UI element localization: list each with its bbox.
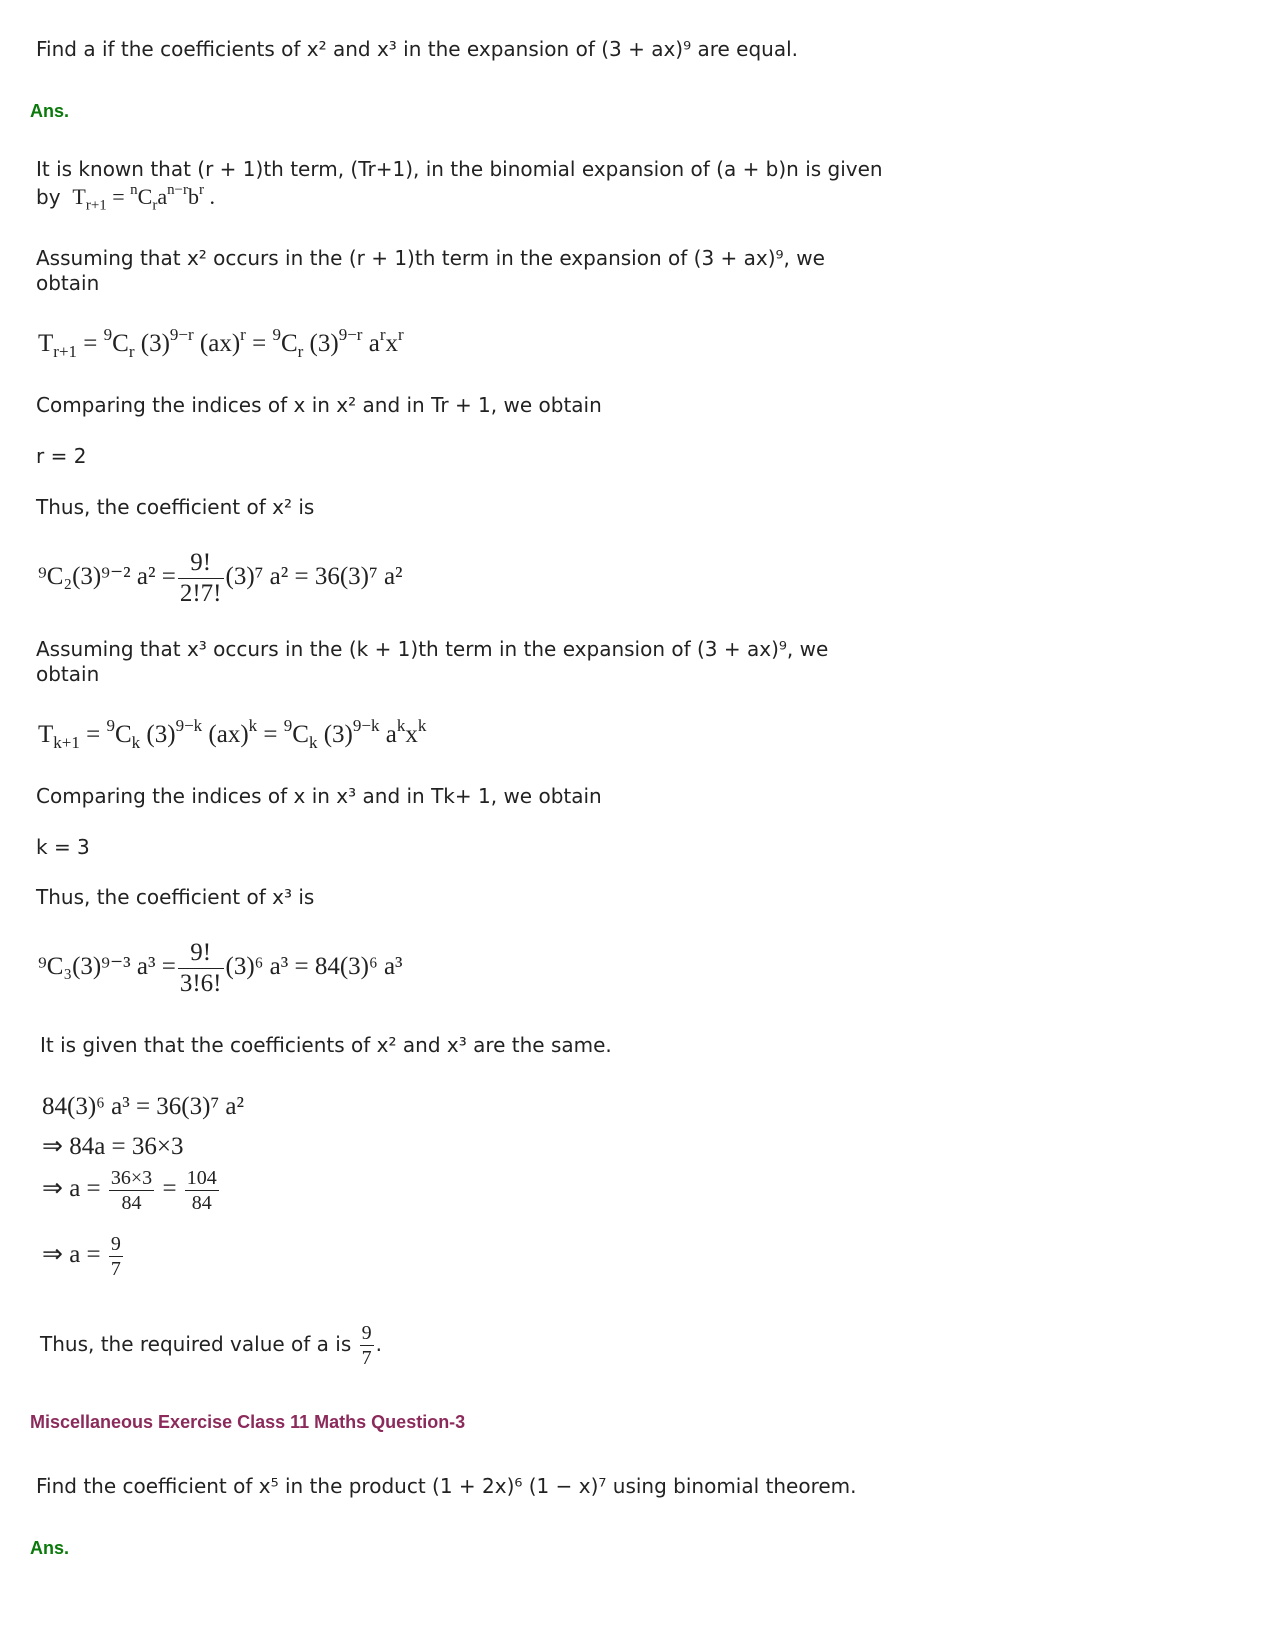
equation-solve-step-3: ⇒ a = $\frac{36\times 3}{84}$ = $\frac{104}{84}$ (42, 1167, 217, 1214)
paragraph-assume-x3: Assuming that x³ occurs in the (k + 1)th term in the expansion of (3 + ax)⁹, we obtain (36, 637, 829, 686)
paragraph-coefficient-x2: Thus, the coefficient of x² is (36, 495, 315, 519)
paragraph-compare-indices-k: Comparing the indices of x in x³ and in Tk+ 1, we obtain (36, 784, 602, 808)
k-value: k = 3 (36, 835, 90, 859)
heading-question-3: Miscellaneous Exercise Class 11 Maths Question-3 (30, 1412, 466, 1432)
question-1-text: Find a if the coefficients of x² and x³ in the expansion of (3 + ax)⁹ are equal. (36, 37, 799, 61)
equation-solve-step-1: 84(3)⁶ a³ = 36(3)⁷ a² (42, 1093, 245, 1120)
equation-solve-step-2: ⇒ 84a = 36×3 (42, 1133, 184, 1160)
equation-general-term-r: $T_{r+1} = ^9C_r$ $(3)^{9-r}$ $(ax)^r = ^9C_r$ $(3)^{9-r}$ $a^rx^r$ (38, 324, 404, 361)
paragraph-compare-indices-r: Comparing the indices of x in x² and in Tr + 1, we obtain (36, 393, 602, 417)
answer-label: Ans. (30, 101, 70, 121)
equation-solve-step-4: ⇒ a = $\frac{9}{7}$ (42, 1233, 121, 1280)
r-value: r = 2 (36, 444, 87, 468)
equation-coefficient-x3: ⁹C₃(3)⁹⁻³ a³ = $\frac{9!}{3!6!}$ (3)⁶ a³ = 84(3)⁶ a³ (38, 939, 403, 997)
paragraph-assume-x2: Assuming that x² occurs in the (r + 1)th term in the expansion of (3 + ax)⁹, we obtain (36, 246, 825, 295)
equation-general-term-k: $T_{k+1} = ^9C_k$ $(3)^{9-k}$ $(ax)^k = ^9C_k$ $(3)^{9-k}$ $a^kx^k$ (38, 715, 427, 752)
answer-label-q3: Ans. (30, 1538, 70, 1558)
paragraph-binomial-term: It is known that (r + 1)th term, (Tr+1), in the binomial expansion of (a + b)n is given by $T_{r+1} = ^nC_ra^{n-r}b^r$ . (36, 157, 883, 214)
paragraph-coefficient-x3: Thus, the coefficient of x³ is (36, 885, 315, 909)
equation-coefficient-x2: ⁹C₂(3)⁹⁻² a² = $\frac{9!}{2!7!}$ (3)⁷ a² = 36(3)⁷ a² (38, 549, 403, 607)
conclusion: Thus, the required value of a is $\frac{9}{7}$ . (40, 1322, 382, 1369)
question-3-text: Find the coefficient of x⁵ in the product (1 + 2x)⁶ (1 − x)⁷ using binomial theorem. (36, 1474, 857, 1498)
paragraph-coefficients-equal: It is given that the coefficients of x² and x³ are the same. (40, 1033, 612, 1057)
